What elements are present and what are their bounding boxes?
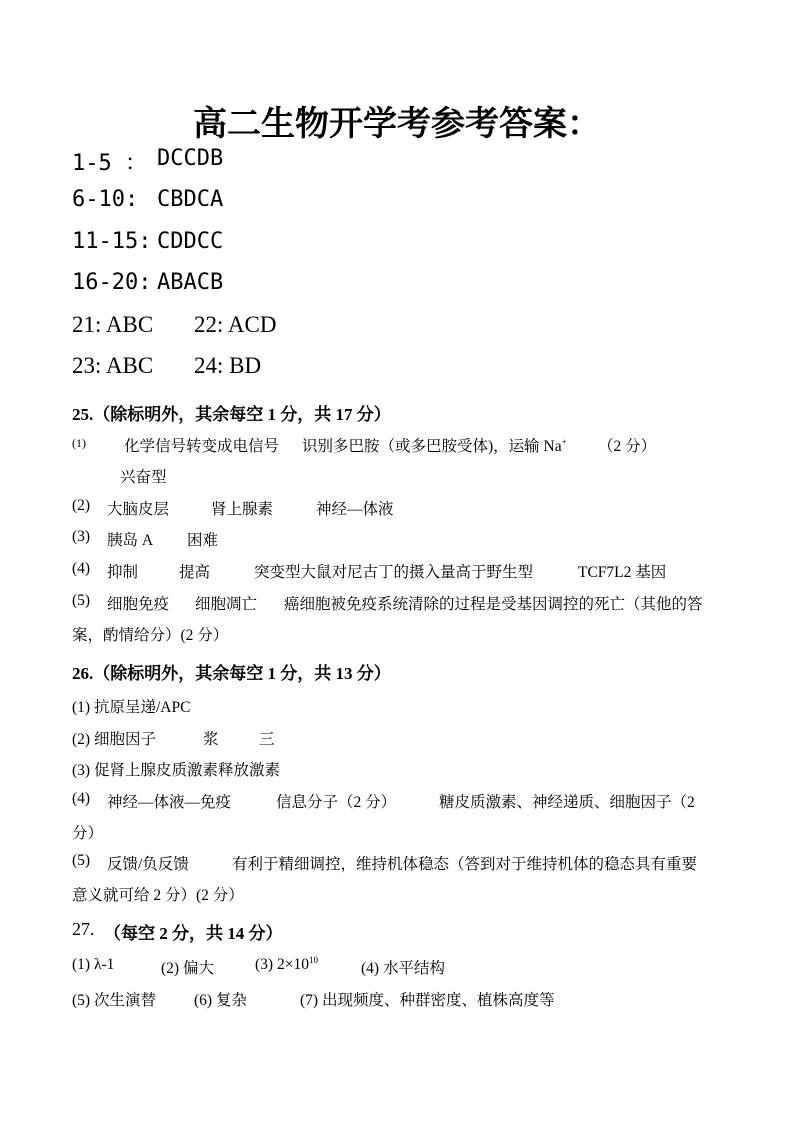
- q27-answer-5: (5) 次生演替: [72, 992, 156, 1009]
- q25-5-answer-d: 案，酌情给分）(2 分）: [72, 627, 229, 644]
- q26-2-answer-c: 三: [259, 731, 275, 748]
- q27-answer-2: (2) 偏大: [161, 960, 214, 977]
- q26-5-answer-c: 意义就可给 2 分）(2 分）: [72, 887, 244, 904]
- q27-header-num: 27.: [72, 919, 95, 939]
- q27-answer-6: (6) 复杂: [194, 992, 247, 1009]
- q25-2-num: (2): [72, 497, 91, 514]
- q26-4-answer-c: 糖皮质激素、神经递质、细胞因子（2: [439, 794, 695, 811]
- q26-5-num: (5): [72, 852, 91, 869]
- q25-4-answer-a: 抑制: [107, 564, 139, 581]
- q26-4-num: (4): [72, 790, 91, 807]
- q25-2-answer-b: 肾上腺素: [211, 501, 274, 518]
- page-title: 高二生物开学考参考答案：: [193, 106, 601, 143]
- mc-answer-1: DCCDB: [157, 146, 224, 171]
- q26-4-answer-d: 分）: [72, 825, 104, 842]
- q25-2-answer-c: 神经—体液: [316, 501, 394, 518]
- q25-1-answer-b: 识别多巴胺（或多巴胺受体)，运输 Na+: [302, 436, 567, 455]
- q26-header: 26.（除标明外，其余每空 1 分，共 13 分）: [72, 664, 391, 683]
- q25-4-answer-d: TCF7L2 基因: [578, 564, 667, 581]
- q27-answer-1: (1) λ-1: [72, 956, 115, 973]
- q25-4-answer-b: 提高: [179, 564, 211, 581]
- q25-5-answer-b: 细胞凋亡: [195, 596, 258, 613]
- q26-1: (1) 抗原呈递/APC: [72, 699, 191, 716]
- mc-range-2: 6-10:: [72, 187, 139, 212]
- q26-2-answer-b: 浆: [203, 731, 219, 748]
- q25-1-num: (1): [72, 436, 86, 450]
- q27-header: （每空 2 分，共 14 分）: [104, 924, 283, 943]
- q25-4-answer-c: 突变型大鼠对尼古丁的摄入量高于野生型: [254, 564, 534, 581]
- mc-range-3: 11-15:: [72, 229, 152, 254]
- q25-5-answer-a: 细胞免疫: [107, 596, 170, 613]
- q26-2-answer-a: (2) 细胞因子: [72, 731, 156, 748]
- q25-1-score: （2 分）: [598, 438, 657, 455]
- q25-2-answer-a: 大脑皮层: [107, 501, 170, 518]
- multi-answer-24: 24: BD: [194, 353, 262, 378]
- q27-answer-7: (7) 出现频度、种群密度、植株高度等: [300, 992, 555, 1009]
- multi-answer-21: 21: ABC: [72, 312, 154, 337]
- mc-range-1: 1-5 ：: [72, 151, 147, 176]
- mc-answer-3: CDDCC: [157, 229, 224, 254]
- q25-4-num: (4): [72, 560, 91, 577]
- q25-3-answer-b: 困难: [187, 532, 219, 549]
- q26-4-answer-b: 信息分子（2 分）: [276, 794, 397, 811]
- q25-5-answer-c: 癌细胞被免疫系统清除的过程是受基因调控的死亡（其他的答: [284, 596, 703, 613]
- multi-answer-22: 22: ACD: [194, 312, 277, 337]
- q27-answer-4: (4) 水平结构: [361, 960, 445, 977]
- q25-1-answer-c: 兴奋型: [120, 469, 167, 486]
- q25-3-answer-a: 胰岛 A: [107, 532, 154, 549]
- q26-5-answer-b: 有利于精细调控，维持机体稳态（答到对于维持机体的稳态具有重要: [232, 856, 698, 873]
- q26-4-answer-a: 神经—体液—免疫: [107, 794, 232, 811]
- q25-5-num: (5): [72, 592, 91, 609]
- mc-range-4: 16-20:: [72, 270, 152, 295]
- mc-answer-2: CBDCA: [157, 187, 224, 212]
- q25-1-answer-a: 化学信号转变成电信号: [124, 438, 280, 455]
- q25-3-num: (3): [72, 528, 91, 545]
- q26-5-answer-a: 反馈/负反馈: [107, 856, 189, 873]
- q25-header: 25.（除标明外，其余每空 1 分，共 17 分）: [72, 405, 391, 424]
- mc-answer-4: ABACB: [157, 270, 224, 295]
- q27-answer-3: (3) $2\times 10^{10}$: [255, 954, 318, 973]
- q26-3: (3) 促肾上腺皮质激素释放激素: [72, 762, 280, 779]
- multi-answer-23: 23: ABC: [72, 353, 154, 378]
